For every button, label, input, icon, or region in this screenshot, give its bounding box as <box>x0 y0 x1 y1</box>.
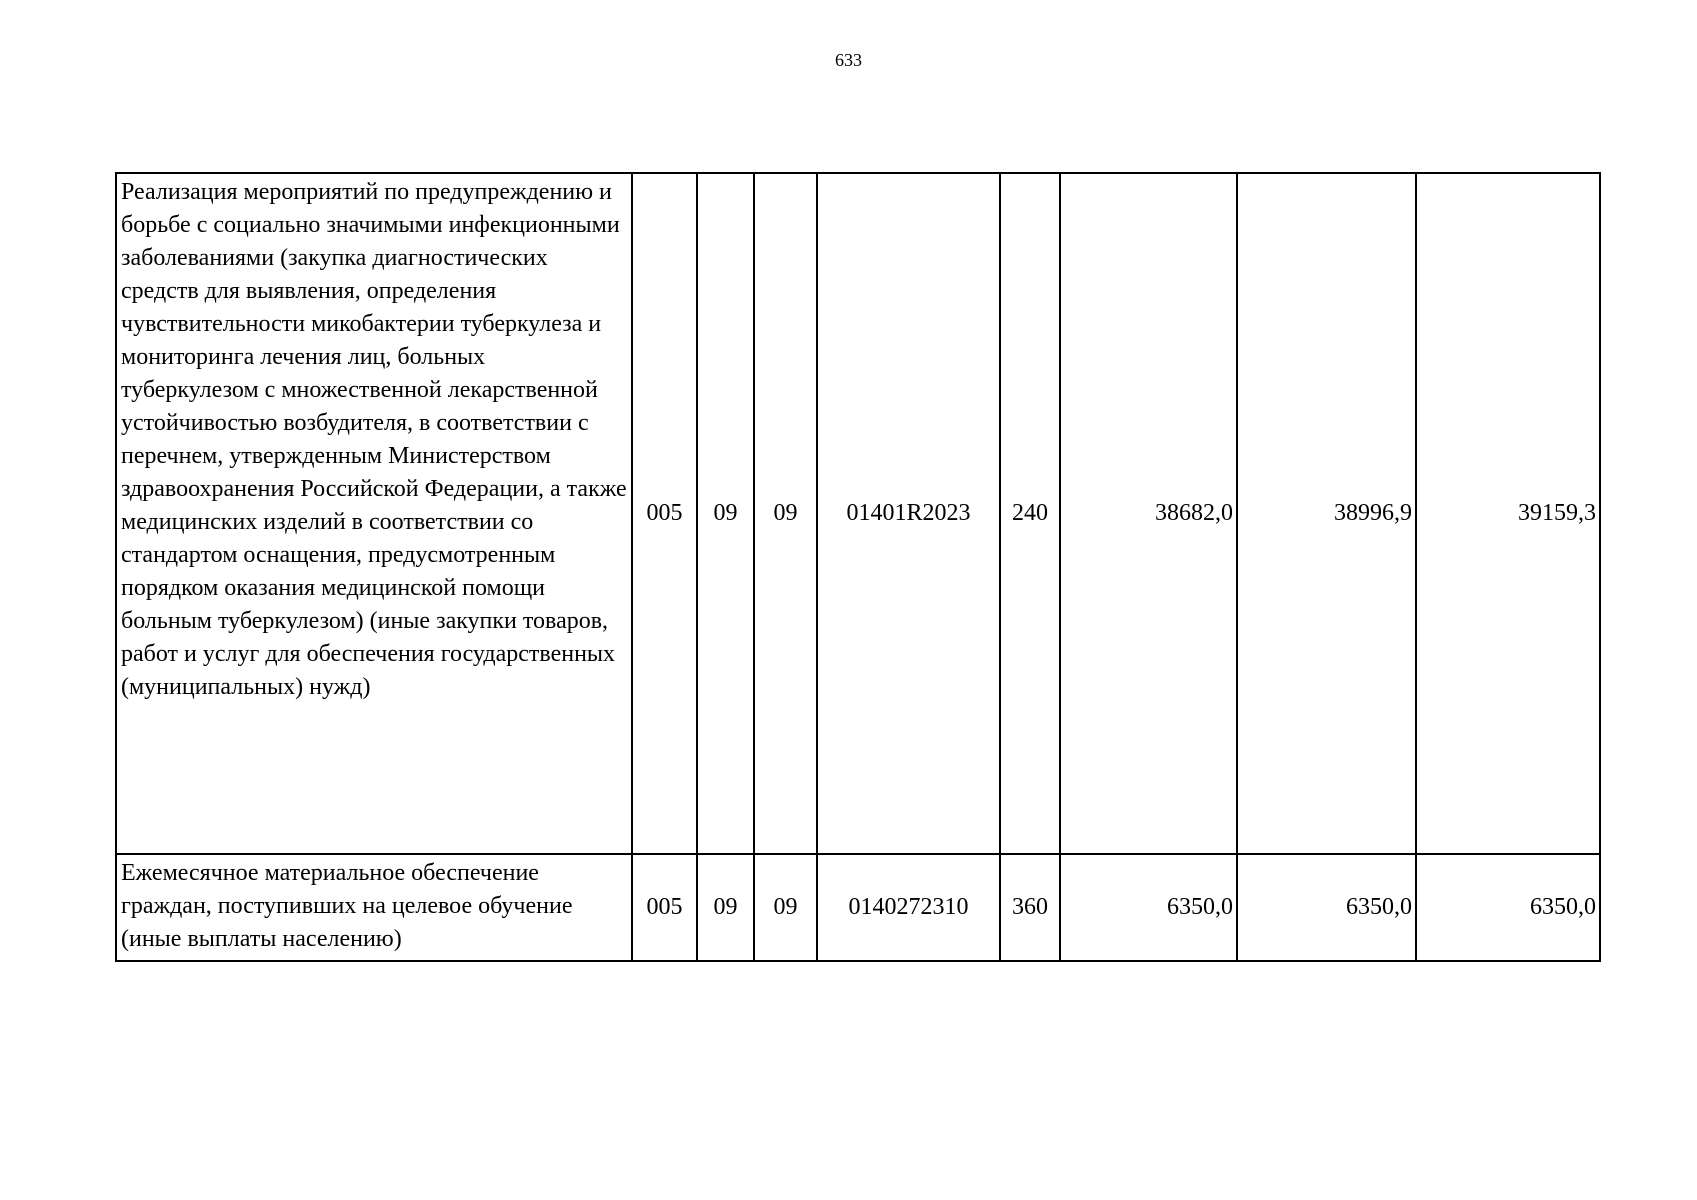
budget-table <box>115 172 1601 962</box>
expense-type-code: 240 <box>1000 173 1060 854</box>
target-article-code: 01401R2023 <box>817 173 1000 854</box>
amount-year-3: 39159,3 <box>1416 173 1600 854</box>
table-row <box>116 173 1600 854</box>
section-code: 09 <box>697 854 754 961</box>
row-description: Ежемесячное материальное обеспечение граждан, поступивших на целевое обучение (иные выплаты населению) <box>116 854 632 961</box>
page-number: 633 <box>835 50 862 70</box>
ministry-code: 005 <box>632 854 697 961</box>
amount-year-3: 6350,0 <box>1416 854 1600 961</box>
amount-year-1: 6350,0 <box>1060 854 1237 961</box>
ministry-code: 005 <box>632 173 697 854</box>
amount-year-2: 6350,0 <box>1237 854 1416 961</box>
table-row <box>116 854 1600 961</box>
subsection-code: 09 <box>754 173 817 854</box>
subsection-code: 09 <box>754 854 817 961</box>
row-description: Реализация мероприятий по предупреждению и борьбе с социально значимыми инфекционными заболеваниями (закупка диагностических средств для выявления, определения чувствительности микобактерии туберкулеза и мониторинга лечения лиц, больных туберкулезом с множественной лекарственной устойчивостью возбудителя, в соответствии с перечнем, утвержденным Министерством здравоохранения Российской Федерации, а также медицинских изделий в соответствии со стандартом оснащения, предусмотренным порядком оказания медицинской помощи больным туберкулезом) (иные закупки товаров, работ и услуг для обеспечения государственных (муниципальных) нужд) <box>116 173 632 854</box>
target-article-code: 0140272310 <box>817 854 1000 961</box>
section-code: 09 <box>697 173 754 854</box>
amount-year-1: 38682,0 <box>1060 173 1237 854</box>
expense-type-code: 360 <box>1000 854 1060 961</box>
amount-year-2: 38996,9 <box>1237 173 1416 854</box>
